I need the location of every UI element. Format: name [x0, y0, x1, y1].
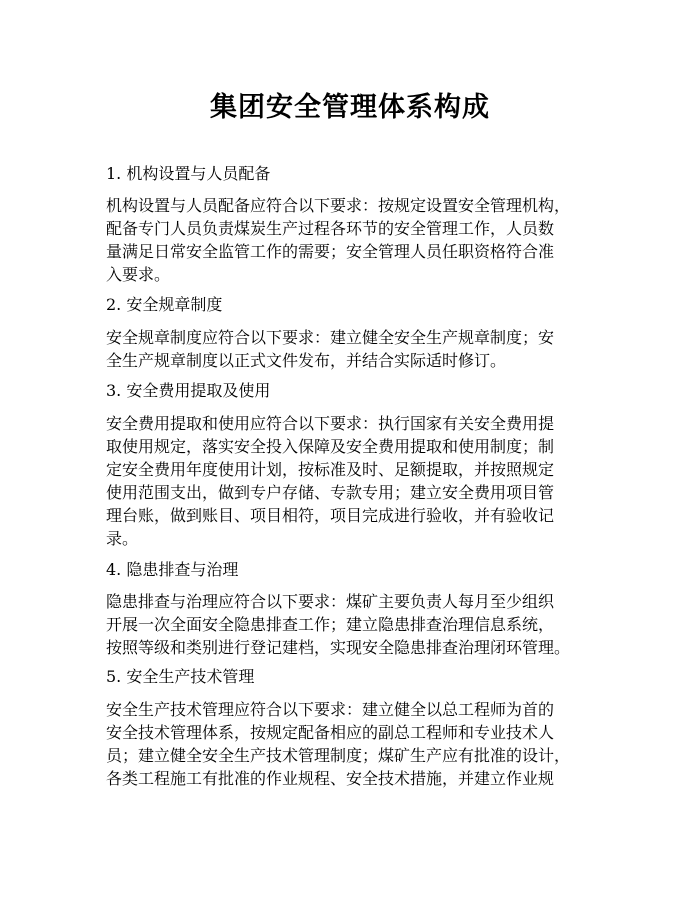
text-line: 使用范围支出，做到专户存储、专款专用；建立安全费用项目管 [106, 483, 555, 502]
section-heading-2: 2. 安全规章制度 [106, 295, 223, 314]
section-heading-3: 3. 安全费用提取及使用 [106, 381, 271, 400]
section-body-1 [106, 194, 626, 286]
page-title: 集团安全管理体系构成 [210, 92, 490, 123]
section-heading-5: 5. 安全生产技术管理 [106, 667, 255, 686]
text-line: 安全费用提取和使用应符合以下要求：执行国家有关安全费用提 [106, 414, 555, 433]
section-heading-4: 4. 隐患排查与治理 [106, 560, 239, 579]
text-line: 量满足日常安全监管工作的需要；安全管理人员任职资格符合准 [106, 242, 555, 261]
text-line: 取使用规定，落实安全投入保障及安全费用提取和使用制度；制 [106, 437, 555, 456]
text-line: 定安全费用年度使用计划，按标准及时、足额提取，并按照规定 [106, 460, 555, 479]
text-line: 机构设置与人员配备应符合以下要求：按规定设置安全管理机构， [106, 196, 571, 215]
section-body-4 [106, 590, 626, 659]
text-line: 隐患排查与治理应符合以下要求：煤矿主要负责人每月至少组织 [106, 592, 555, 611]
text-line: 开展一次全面安全隐患排查工作；建立隐患排查治理信息系统， [106, 615, 555, 634]
text-line: 安全生产技术管理应符合以下要求：建立健全以总工程师为首的 [106, 700, 555, 719]
section-body-3 [106, 412, 626, 550]
text-line: 按照等级和类别进行登记建档，实现安全隐患排查治理闭环管理。 [106, 638, 571, 657]
text-line: 员；建立健全安全生产技术管理制度；煤矿生产应有批准的设计， [106, 746, 571, 765]
text-line: 录。 [106, 529, 139, 548]
section-body-5 [106, 698, 626, 790]
text-line: 理台账，做到账目、项目相符，项目完成进行验收，并有验收记 [106, 506, 555, 525]
text-line: 配备专门人员负责煤炭生产过程各环节的安全管理工作，人员数 [106, 219, 555, 238]
text-line: 入要求。 [106, 265, 171, 284]
text-line: 全生产规章制度以正式文件发布，并结合实际适时修订。 [106, 351, 507, 370]
text-line: 各类工程施工有批准的作业规程、安全技术措施，并建立作业规 [106, 769, 555, 788]
section-heading-1: 1. 机构设置与人员配备 [106, 164, 271, 183]
text-line: 安全技术管理体系，按规定配备相应的副总工程师和专业技术人 [106, 723, 555, 742]
section-body-2 [106, 326, 626, 372]
text-line: 安全规章制度应符合以下要求：建立健全安全生产规章制度；安 [106, 328, 555, 347]
